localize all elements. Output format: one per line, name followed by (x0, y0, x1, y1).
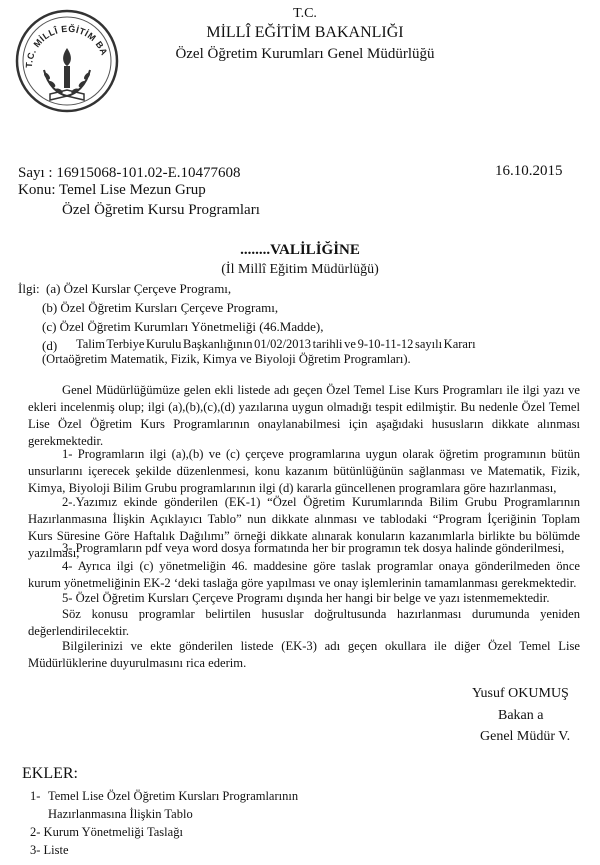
signatory-name: Yusuf OKUMUŞ (472, 686, 569, 701)
attachment-2: 2- Kurum Yönetmeliği Taslağı (30, 825, 183, 839)
reference-c: (c) Özel Öğretim Kurumları Yönetmeliği (46.Madde), (42, 319, 324, 334)
header-tc: T.C. (293, 6, 317, 21)
body-note: Söz konusu programlar belirtilen hususlar doğrultusunda hazırlanması durumunda yeniden değerlendirilecektir. (28, 607, 580, 638)
header-department: Özel Öğretim Kurumları Genel Müdürlüğü (175, 46, 435, 62)
body-item-3: 3- Programların pdf veya word dosya formatında her bir programın tek dosya halinde gönderilmesi, (62, 541, 565, 555)
attachments-heading: EKLER: (22, 765, 78, 782)
subject-line-1: Konu: Temel Lise Mezun Grup (18, 182, 206, 198)
reference-b: (b) Özel Öğretim Kursları Çerçeve Programı, (42, 300, 279, 315)
reference-d: Talim Terbiye Kurulu Başkanlığının 01/02/2013 tarihli ve 9-10-11-12 sayılı Kararı (76, 337, 476, 351)
body-closing: Bilgilerinizi ve ekte gönderilen listede (EK-3) adı geçen okullara ile diğer Özel Temel Lise Müdürlüklerine duyurulmasını rica ederim. (28, 639, 580, 670)
document-date: 16.10.2015 (495, 163, 563, 179)
body-item-5: 5- Özel Öğretim Kursları Çerçeve Programı dışında her hangi bir belge ve yazı istenmemektedir. (62, 591, 550, 605)
body-intro: Genel Müdürlüğümüze gelen ekli listede adı geçen Özel Temel Lise Kurs Programları ile ilgi yazı ve ekleri incelenmiş olup; ilgi (a),(b),(c),(d) yazılarına uygun olmadığı tespit edilmiştir. Bu nedenle Özel Temel Lise Özel Öğretim Kurs Programlarının onaylanabilmesi için aşağıdaki hususların dikkate alınması gerekmektedir. (28, 383, 580, 448)
body-item-1: 1- Programların ilgi (a),(b) ve (c) çerçeve programlarına uygun olarak öğretim programının bütün unsurlarını içerecek şekilde düzenlenmesi, konu kazanım bütünlüğünün sağlanması ve Matematik, Fizik, Kimya, Biyoloji Bilim Grubu programlarının ilgi (d) kararla güncellenen programlara göre hazırlanması, (28, 447, 580, 495)
addressee-subtitle: (İl Millî Eğitim Müdürlüğü) (221, 262, 379, 277)
header-ministry: MİLLÎ EĞİTİM BAKANLIĞI (206, 24, 404, 41)
attachment-1-line-1: Temel Lise Özel Öğretim Kursları Programlarının (48, 789, 299, 803)
body-item-4: 4- Ayrıca ilgi (c) yönetmeliğin 46. maddesine göre taslak programlar onaya gönderilmeden önce kurum yönetmeliğinin EK-2 ‘deki taslağa göre yapılması ve onay işlemlerinin tamamlanması gerekmektedir. (28, 559, 580, 590)
addressee: ........VALİLİĞİNE (240, 242, 360, 258)
attachment-1-number: 1- (30, 789, 41, 803)
reference-a: (a) Özel Kurslar Çerçeve Programı, (46, 281, 232, 296)
reference-d-continued: (Ortaöğretim Matematik, Fizik, Kimya ve Biyoloji Öğretim Programları). (42, 352, 411, 366)
subject-line-2: Özel Öğretim Kursu Programları (62, 202, 260, 218)
body-item-2: 2-.Yazımız ekinde gönderilen (EK-1) “Özel Öğretim Kurumlarında Bilim Grubu Programlarının Hazırlanmasına İlişkin Açıklayıcı Tablo” nun dikkate alınması ve tablodaki “Program İçeriğinin Toplam Kurs Süresine Göre Haftalık Dağılımı” örneği dikkate alınarak konuların kazanımlarla birlikte bu bölümde yazılması, (28, 495, 580, 560)
signatory-title-2: Genel Müdür V. (480, 729, 571, 744)
references-label: İlgi: (18, 281, 40, 296)
document-number: Sayı : 16915068-101.02-E.10477608 (18, 165, 241, 181)
reference-d-prefix: (d) (42, 338, 58, 353)
seal-text: T.C. MİLLÎ EĞİTİM BA (23, 23, 110, 69)
attachment-1-line-2: Hazırlanmasına İlişkin Tablo (48, 807, 193, 821)
ministry-seal (14, 8, 120, 114)
attachment-3: 3- Liste (30, 843, 69, 857)
signatory-title-1: Bakan a (498, 708, 544, 723)
ministry-seal-icon (14, 8, 120, 114)
